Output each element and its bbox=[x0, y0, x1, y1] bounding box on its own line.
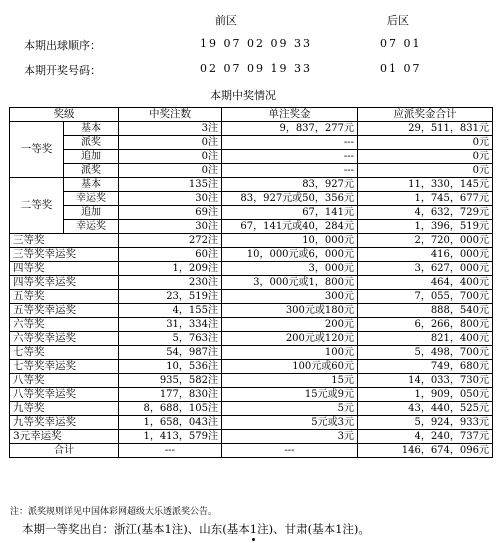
prize-level-name: 八等奖 bbox=[10, 374, 119, 388]
winning-numbers-label: 本期开奖号码： bbox=[24, 64, 101, 77]
prize-level-name: 八等奖幸运奖 bbox=[10, 388, 119, 402]
winner-count: 60注 bbox=[119, 248, 222, 262]
prize-section-title: 本期中奖情况 bbox=[210, 89, 276, 102]
single-prize: 3，000元或1，800元 bbox=[222, 276, 358, 290]
single-prize: 10，000元或6，000元 bbox=[222, 248, 358, 262]
total-prize: 1，909，050元 bbox=[358, 388, 493, 402]
table-row bbox=[10, 150, 493, 164]
single-prize: 67，141元 bbox=[222, 206, 358, 220]
prize-level-name: 六等奖幸运奖 bbox=[10, 332, 119, 346]
total-prize: 11，330，145元 bbox=[358, 178, 493, 192]
table-row bbox=[10, 430, 493, 444]
winning-numbers-back: 01 07 bbox=[380, 62, 422, 75]
single-prize: 200元 bbox=[222, 318, 358, 332]
prize-level-name: 六等奖 bbox=[10, 318, 119, 332]
prize-level-name: 四等奖幸运奖 bbox=[10, 276, 119, 290]
winner-count: 272注 bbox=[119, 234, 222, 248]
single-prize: 67，141元或40，284元 bbox=[222, 220, 358, 234]
front-zone-label: 前区 bbox=[215, 14, 237, 27]
winner-count: 8，688，105注 bbox=[119, 402, 222, 416]
winner-count: 5，763注 bbox=[119, 332, 222, 346]
back-zone-label: 后区 bbox=[387, 14, 409, 27]
column-header-count: 中奖注数 bbox=[119, 108, 222, 122]
prize-level-name: 三等奖 bbox=[10, 234, 119, 248]
total-prize: 43，440，525元 bbox=[358, 402, 493, 416]
single-prize: 15元 bbox=[222, 374, 358, 388]
total-prize: 2，720，000元 bbox=[358, 234, 493, 248]
table-row bbox=[10, 346, 493, 360]
total-prize: 821，400元 bbox=[358, 332, 493, 346]
prize-sublevel: 派奖 bbox=[64, 164, 119, 178]
total-prize: 6，266，800元 bbox=[358, 318, 493, 332]
winner-count: 30注 bbox=[119, 192, 222, 206]
winner-count: 0注 bbox=[119, 150, 222, 164]
single-prize: 9，837，277元 bbox=[222, 122, 358, 136]
total-prize: 4，240，737元 bbox=[358, 430, 493, 444]
table-row bbox=[10, 304, 493, 318]
winner-count: 1，658，043注 bbox=[119, 416, 222, 430]
prize-sublevel: 基本 bbox=[64, 122, 119, 136]
total-prize: 0元 bbox=[358, 150, 493, 164]
single-prize: 10，000元 bbox=[222, 234, 358, 248]
prize-level-name: 五等奖 bbox=[10, 290, 119, 304]
winner-count: 135注 bbox=[119, 178, 222, 192]
total-prize: 416，000元 bbox=[358, 248, 493, 262]
total-prize: 29，511，831元 bbox=[358, 122, 493, 136]
winner-count: 3注 bbox=[119, 122, 222, 136]
single-prize: 300元或180元 bbox=[222, 304, 358, 318]
winner-count: 4，155注 bbox=[119, 304, 222, 318]
column-header-prize: 单注奖金 bbox=[222, 108, 358, 122]
total-prize: 0元 bbox=[358, 136, 493, 150]
total-prize: 888，540元 bbox=[358, 304, 493, 318]
page-dot bbox=[252, 538, 255, 541]
table-row bbox=[10, 178, 493, 192]
single-prize: 5元或3元 bbox=[222, 416, 358, 430]
table-row bbox=[10, 136, 493, 150]
prize-table bbox=[9, 107, 493, 458]
draw-order-front: 19 07 02 09 33 bbox=[200, 37, 312, 50]
total-row bbox=[10, 444, 493, 458]
winner-count: 0注 bbox=[119, 164, 222, 178]
single-prize: 200元或120元 bbox=[222, 332, 358, 346]
prize-level-name: 三等奖幸运奖 bbox=[10, 248, 119, 262]
prize-level-name: 一等奖 bbox=[10, 122, 64, 178]
table-row bbox=[10, 360, 493, 374]
table-row bbox=[10, 164, 493, 178]
prize-sublevel: 幸运奖 bbox=[64, 192, 119, 206]
winner-count: 69注 bbox=[119, 206, 222, 220]
table-row bbox=[10, 192, 493, 206]
winner-count: 10，536注 bbox=[119, 360, 222, 374]
total-prize: 7，055，700元 bbox=[358, 290, 493, 304]
draw-order-label: 本期出球顺序： bbox=[24, 39, 101, 52]
prize-level-name: 二等奖 bbox=[10, 178, 64, 234]
prize-level-name: 3元幸运奖 bbox=[10, 430, 119, 444]
single-prize: 300元 bbox=[222, 290, 358, 304]
single-prize: --- bbox=[222, 150, 358, 164]
winning-numbers-front: 02 07 09 19 33 bbox=[200, 62, 312, 75]
rules-note: 注：派奖规则详见中国体彩网超级大乐透派奖公告。 bbox=[10, 507, 218, 517]
table-row bbox=[10, 248, 493, 262]
prize-sublevel: 幸运奖 bbox=[64, 220, 119, 234]
total-row-prize: --- bbox=[222, 444, 358, 458]
single-prize: 5元 bbox=[222, 402, 358, 416]
table-row bbox=[10, 276, 493, 290]
winner-count: 1，413，579注 bbox=[119, 430, 222, 444]
total-prize: 749，680元 bbox=[358, 360, 493, 374]
single-prize: --- bbox=[222, 164, 358, 178]
table-row bbox=[10, 234, 493, 248]
winner-count: 1，209注 bbox=[119, 262, 222, 276]
prize-level-name: 九等奖 bbox=[10, 402, 119, 416]
single-prize: 83，927元或50，356元 bbox=[222, 192, 358, 206]
prize-level-name: 七等奖 bbox=[10, 346, 119, 360]
total-prize: 4，632，729元 bbox=[358, 206, 493, 220]
single-prize: 15元或9元 bbox=[222, 388, 358, 402]
table-row bbox=[10, 332, 493, 346]
total-prize: 1，396，519元 bbox=[358, 220, 493, 234]
single-prize: 3，000元 bbox=[222, 262, 358, 276]
table-row bbox=[10, 416, 493, 430]
winner-count: 30注 bbox=[119, 220, 222, 234]
prize-sublevel: 基本 bbox=[64, 178, 119, 192]
winner-count: 23，519注 bbox=[119, 290, 222, 304]
total-row-label: 合计 bbox=[10, 444, 119, 458]
winner-count: 935，582注 bbox=[119, 374, 222, 388]
total-prize: 14，033，730元 bbox=[358, 374, 493, 388]
total-prize: 5，498，700元 bbox=[358, 346, 493, 360]
total-row-count: --- bbox=[119, 444, 222, 458]
prize-sublevel: 追加 bbox=[64, 150, 119, 164]
table-row bbox=[10, 122, 493, 136]
total-prize: 3，627，000元 bbox=[358, 262, 493, 276]
table-row bbox=[10, 318, 493, 332]
column-header-level: 奖级 bbox=[10, 108, 119, 122]
single-prize: 100元或60元 bbox=[222, 360, 358, 374]
prize-level-name: 七等奖幸运奖 bbox=[10, 360, 119, 374]
prize-sublevel: 追加 bbox=[64, 206, 119, 220]
column-header-total: 应派奖金合计 bbox=[358, 108, 493, 122]
table-header-row bbox=[10, 108, 493, 122]
table-row bbox=[10, 290, 493, 304]
winner-count: 0注 bbox=[119, 136, 222, 150]
first-prize-origin: 本期一等奖出自：浙江(基本1注)、山东(基本1注)、甘肃(基本1注)。 bbox=[22, 522, 370, 536]
prize-level-name: 四等奖 bbox=[10, 262, 119, 276]
single-prize: 100元 bbox=[222, 346, 358, 360]
table-row bbox=[10, 374, 493, 388]
total-prize: 1，745，677元 bbox=[358, 192, 493, 206]
table-row bbox=[10, 402, 493, 416]
total-prize: 0元 bbox=[358, 164, 493, 178]
single-prize: --- bbox=[222, 136, 358, 150]
total-prize: 5，924，933元 bbox=[358, 416, 493, 430]
total-row-total: 146，674，096元 bbox=[358, 444, 493, 458]
winner-count: 230注 bbox=[119, 276, 222, 290]
prize-level-name: 五等奖幸运奖 bbox=[10, 304, 119, 318]
total-prize: 464，400元 bbox=[358, 276, 493, 290]
draw-order-back: 07 01 bbox=[380, 37, 422, 50]
table-row bbox=[10, 220, 493, 234]
winner-count: 31，334注 bbox=[119, 318, 222, 332]
single-prize: 3元 bbox=[222, 430, 358, 444]
single-prize: 83，927元 bbox=[222, 178, 358, 192]
prize-sublevel: 派奖 bbox=[64, 136, 119, 150]
table-row bbox=[10, 262, 493, 276]
winner-count: 54，987注 bbox=[119, 346, 222, 360]
table-row bbox=[10, 388, 493, 402]
table-row bbox=[10, 206, 493, 220]
prize-level-name: 九等奖幸运奖 bbox=[10, 416, 119, 430]
winner-count: 177，830注 bbox=[119, 388, 222, 402]
